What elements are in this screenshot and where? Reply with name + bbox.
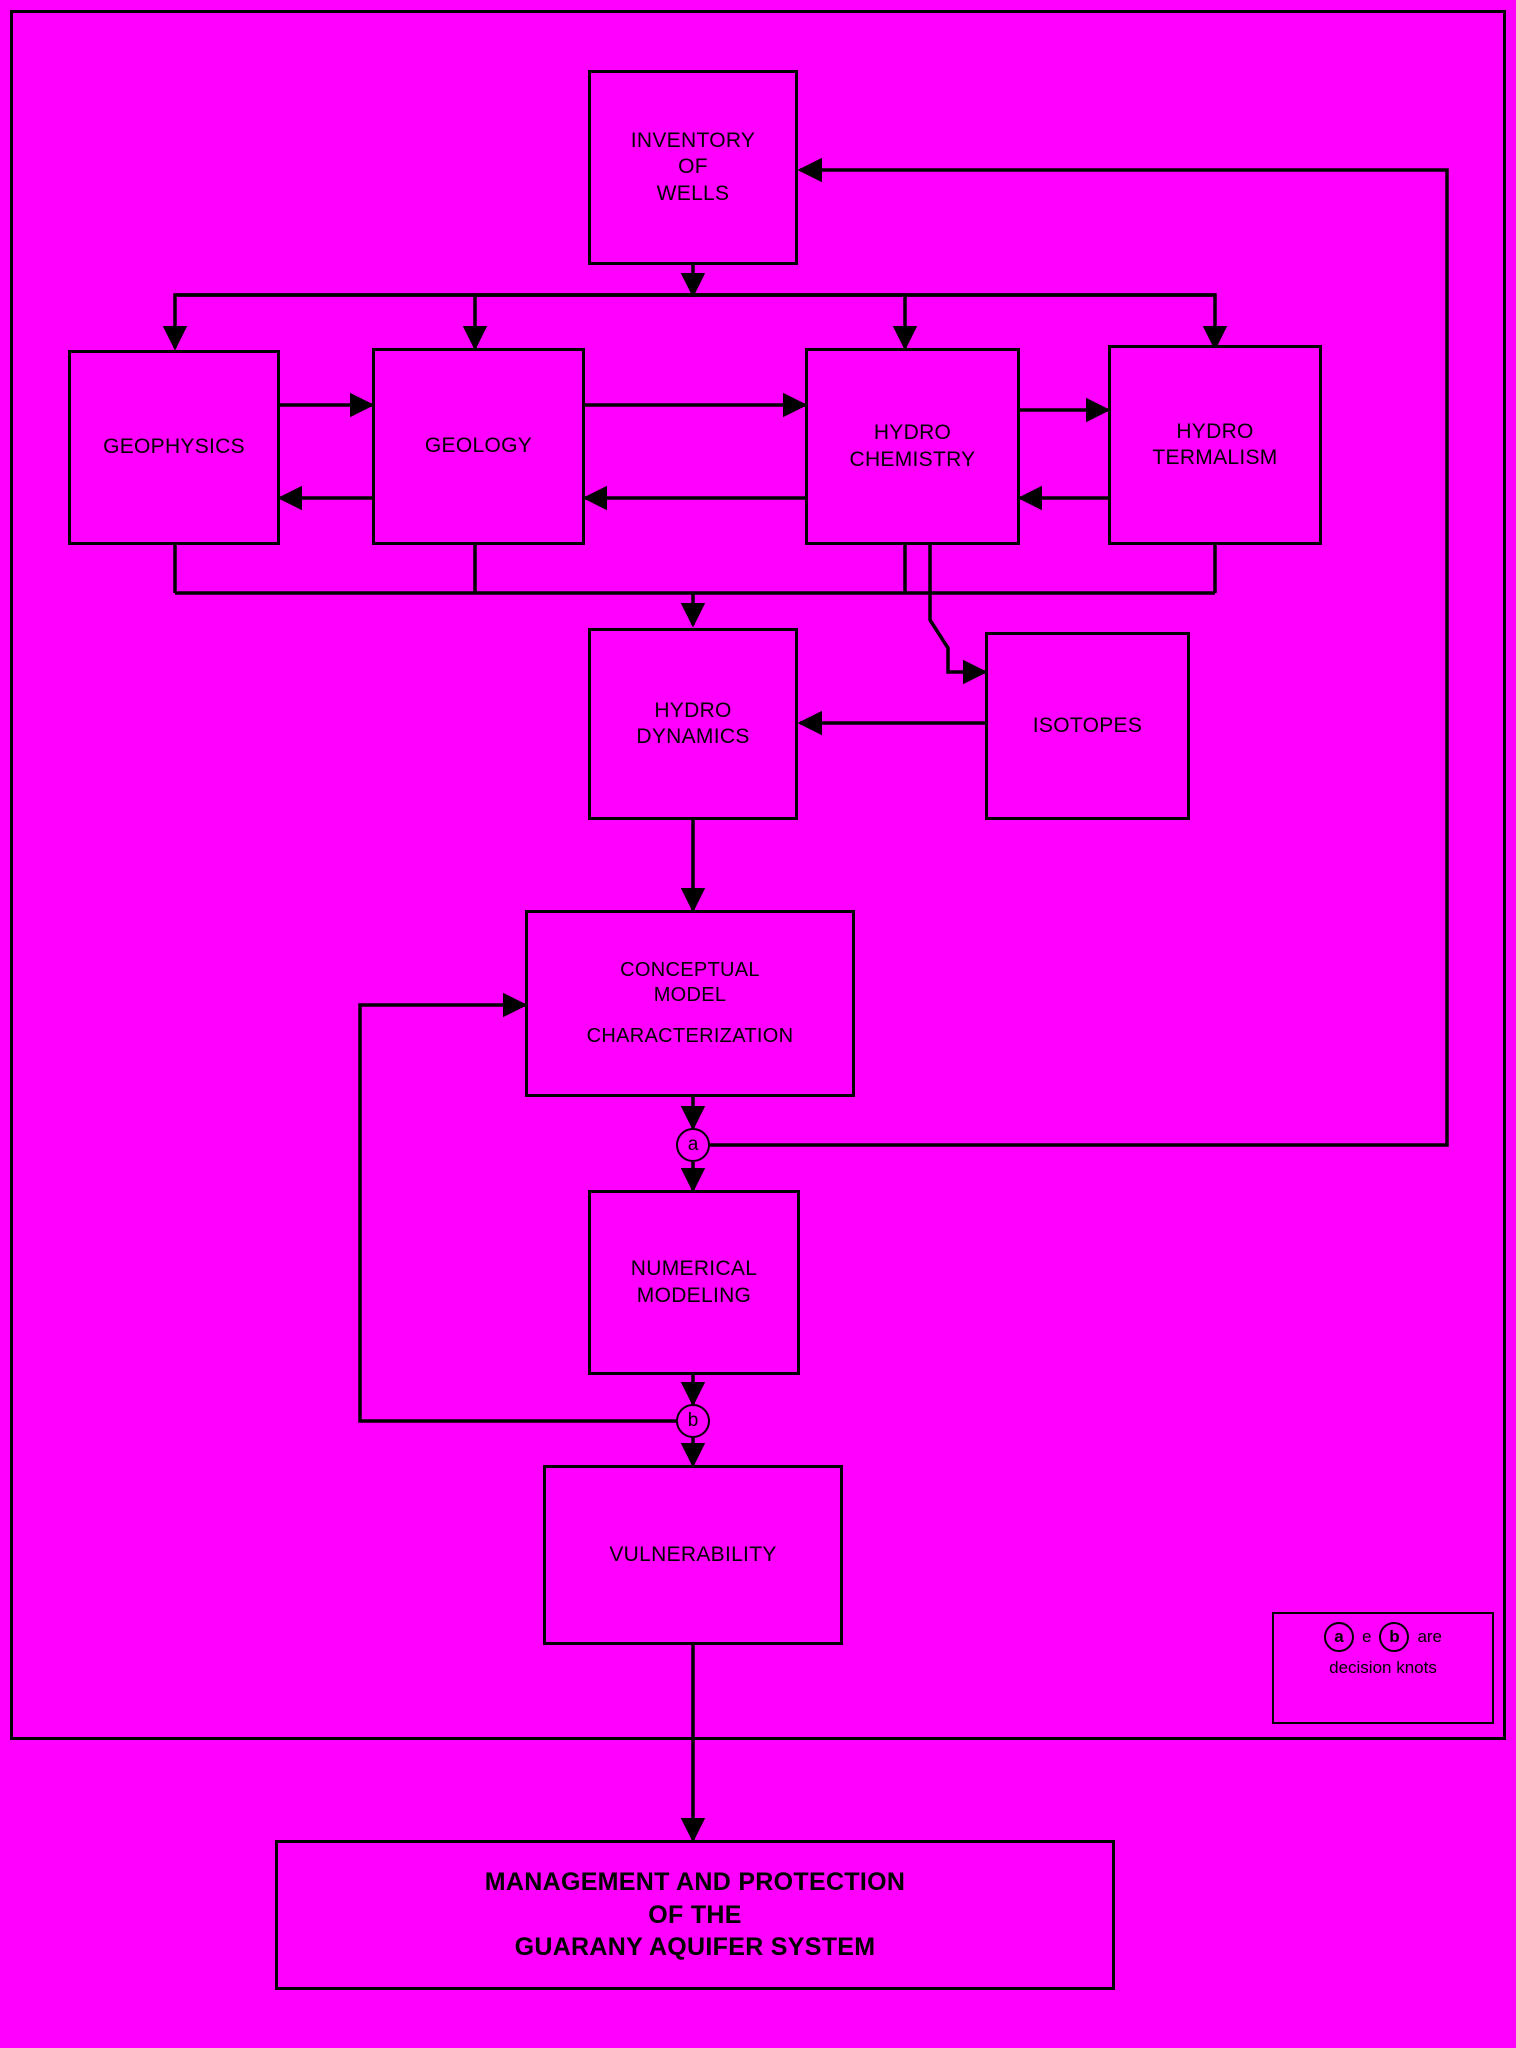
node-hydro-dynamics[interactable] — [588, 628, 798, 820]
node-label-line: HYDRO — [1176, 419, 1254, 443]
legend-knot-a-label: a — [1334, 1627, 1344, 1646]
node-label-line: OF — [678, 155, 708, 179]
node-label-line: HYDRO — [873, 421, 952, 445]
node-label-line: MANAGEMENT AND PROTECTION — [484, 1868, 906, 1897]
legend-box — [1272, 1612, 1494, 1724]
node-label-line: GEOPHYSICS — [103, 435, 245, 459]
decision-knot-b[interactable] — [676, 1404, 710, 1438]
node-label-line: GEOLOGY — [424, 434, 533, 458]
node-label-line: NUMERICAL — [630, 1257, 758, 1281]
node-geophysics[interactable] — [68, 350, 280, 545]
node-label-line: TERMALISM — [1152, 446, 1278, 469]
node-hydro-chemistry[interactable] — [805, 348, 1020, 545]
node-label-line: CHARACTERIZATION — [586, 1025, 794, 1047]
legend-caption: decision knots — [1329, 1658, 1437, 1677]
legend-connector-text: e — [1361, 1627, 1372, 1646]
node-label-line: MODELING — [636, 1283, 752, 1307]
legend-symbols-row — [1284, 1622, 1482, 1652]
node-label-line: CHEMISTRY — [849, 447, 976, 471]
node-label-line: MODEL — [653, 984, 727, 1006]
node-management-and-protection[interactable] — [275, 1840, 1115, 1990]
node-inventory-of-wells[interactable] — [588, 70, 798, 265]
legend-knot-a-icon — [1324, 1622, 1354, 1652]
node-label-line: WELLS — [656, 181, 730, 205]
node-vulnerability[interactable] — [543, 1465, 843, 1645]
legend-knot-b-icon — [1379, 1622, 1409, 1652]
knot-label: a — [687, 1134, 699, 1155]
node-label-line: DYNAMICS — [636, 725, 750, 748]
node-label-line: INVENTORY — [630, 129, 756, 153]
legend-suffix-text: are — [1417, 1627, 1443, 1646]
node-conceptual-model[interactable] — [525, 910, 855, 1097]
node-label-line: CONCEPTUAL — [620, 959, 760, 981]
node-isotopes[interactable] — [985, 632, 1190, 820]
knot-label: b — [687, 1410, 699, 1431]
node-label-line: VULNERABILITY — [609, 1542, 777, 1566]
node-label-line: HYDRO — [654, 698, 732, 722]
node-hydro-termalism[interactable] — [1108, 345, 1322, 545]
node-numerical-modeling[interactable] — [588, 1190, 800, 1375]
node-label-line: OF THE — [648, 1900, 742, 1929]
legend-knot-b-label: b — [1389, 1627, 1400, 1646]
node-geology[interactable] — [372, 348, 585, 545]
decision-knot-a[interactable] — [676, 1128, 710, 1162]
node-label-line: ISOTOPES — [1032, 713, 1143, 737]
node-label-line: GUARANY AQUIFER SYSTEM — [514, 1933, 876, 1962]
